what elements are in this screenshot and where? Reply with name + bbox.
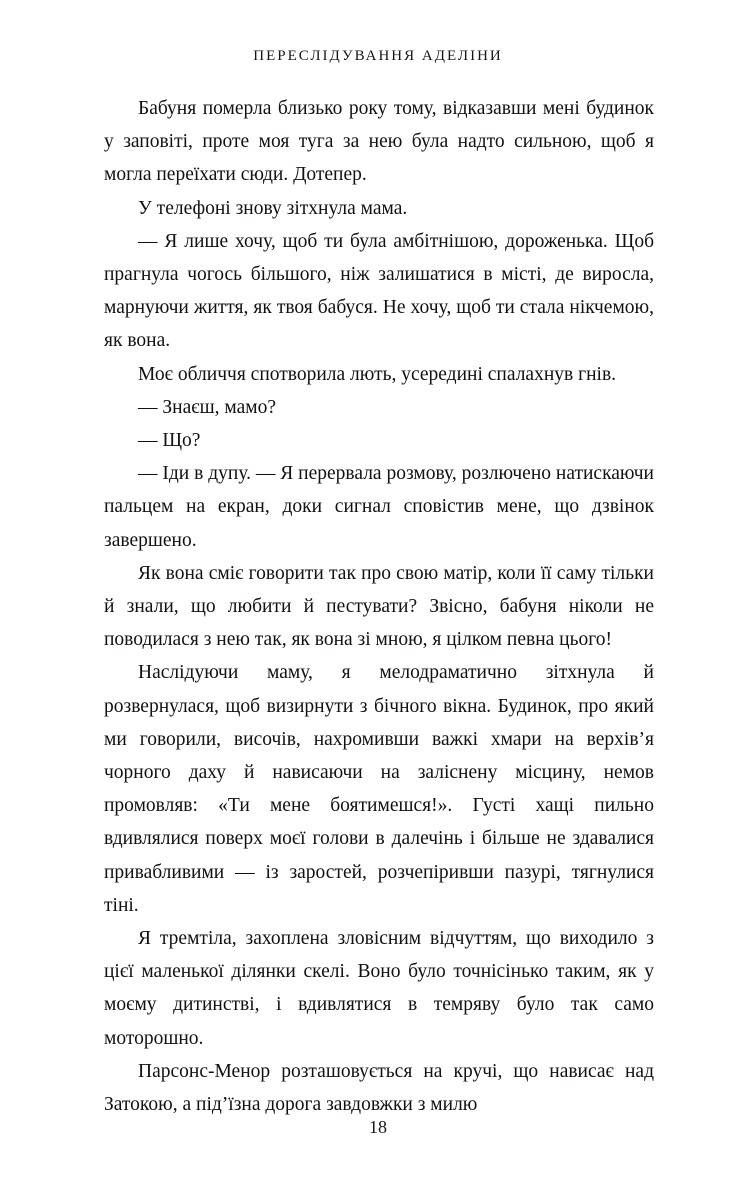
paragraph: У телефоні знову зітхнула мама. — [138, 197, 408, 219]
running-head-title: ПЕРЕСЛІДУВАННЯ АДЕЛІНИ — [253, 48, 503, 64]
page-number: 18 — [369, 1117, 387, 1137]
paragraph: Парсонс-Менор розташовується на кручі, що нависає над Затокою, а під’їзна дорога завдовжки з милю — [104, 1060, 654, 1116]
page-body — [104, 92, 654, 1121]
paragraph: — Я лише хочу, щоб ти була амбітнішою, дороженька. Щоб прагнула чогось більшого, ніж залишатися в місті, де виросла, марнуючи життя, як твоя бабуся. Не хочу, щоб ти стала нікчемою, як вона. — [104, 230, 654, 352]
paragraph: — Знаєш, мамо? — [138, 396, 276, 418]
paragraph: Я тремтіла, захоплена зловісним відчуттям, що виходило з цієї маленької ділянки скелі. Воно було точнісінько таким, як у моєму дитинстві, і вдивлятися в темряву було так само моторошно. — [104, 928, 654, 1049]
paragraph: Наслідуючи маму, я мелодраматично зітхнула й розвернулася, щоб визирнути з бічного вікна. Будинок, про який ми говорили, височів, нахромивши важкі хмари на верхів’я чорного даху й нависаючи на заліснену місцину, немов промовляв: «Ти мене боятимешся!». Густі хащі пильно вдивлялися поверх моєї голови в далечінь і більше не здавалися привабливими — із заростей, розчепіривши пазурі, тягнулися тіні. — [104, 662, 654, 916]
paragraph: — Іди в дупу. — Я перервала розмову, розлючено натискаючи пальцем на екран, доки сигнал сповістив мене, що дзвінок завершено. — [104, 463, 654, 551]
paragraph: Моє обличчя спотворила лють, усередині спалахнув гнів. — [138, 363, 617, 385]
paragraph: — Що? — [138, 430, 201, 452]
paragraph: Як вона сміє говорити так про свою матір, коли її саму тільки й знали, що любити й пестувати? Звісно, бабуня ніколи не поводилася з нею так, як вона зі мною, я цілком певна цього! — [104, 562, 654, 651]
running-head — [0, 48, 756, 65]
paragraph: Бабуня померла близько року тому, відказавши мені будинок у заповіті, проте моя туга за нею була надто сильною, щоб я могла переїхати сюди. Дотепер. — [104, 98, 654, 186]
